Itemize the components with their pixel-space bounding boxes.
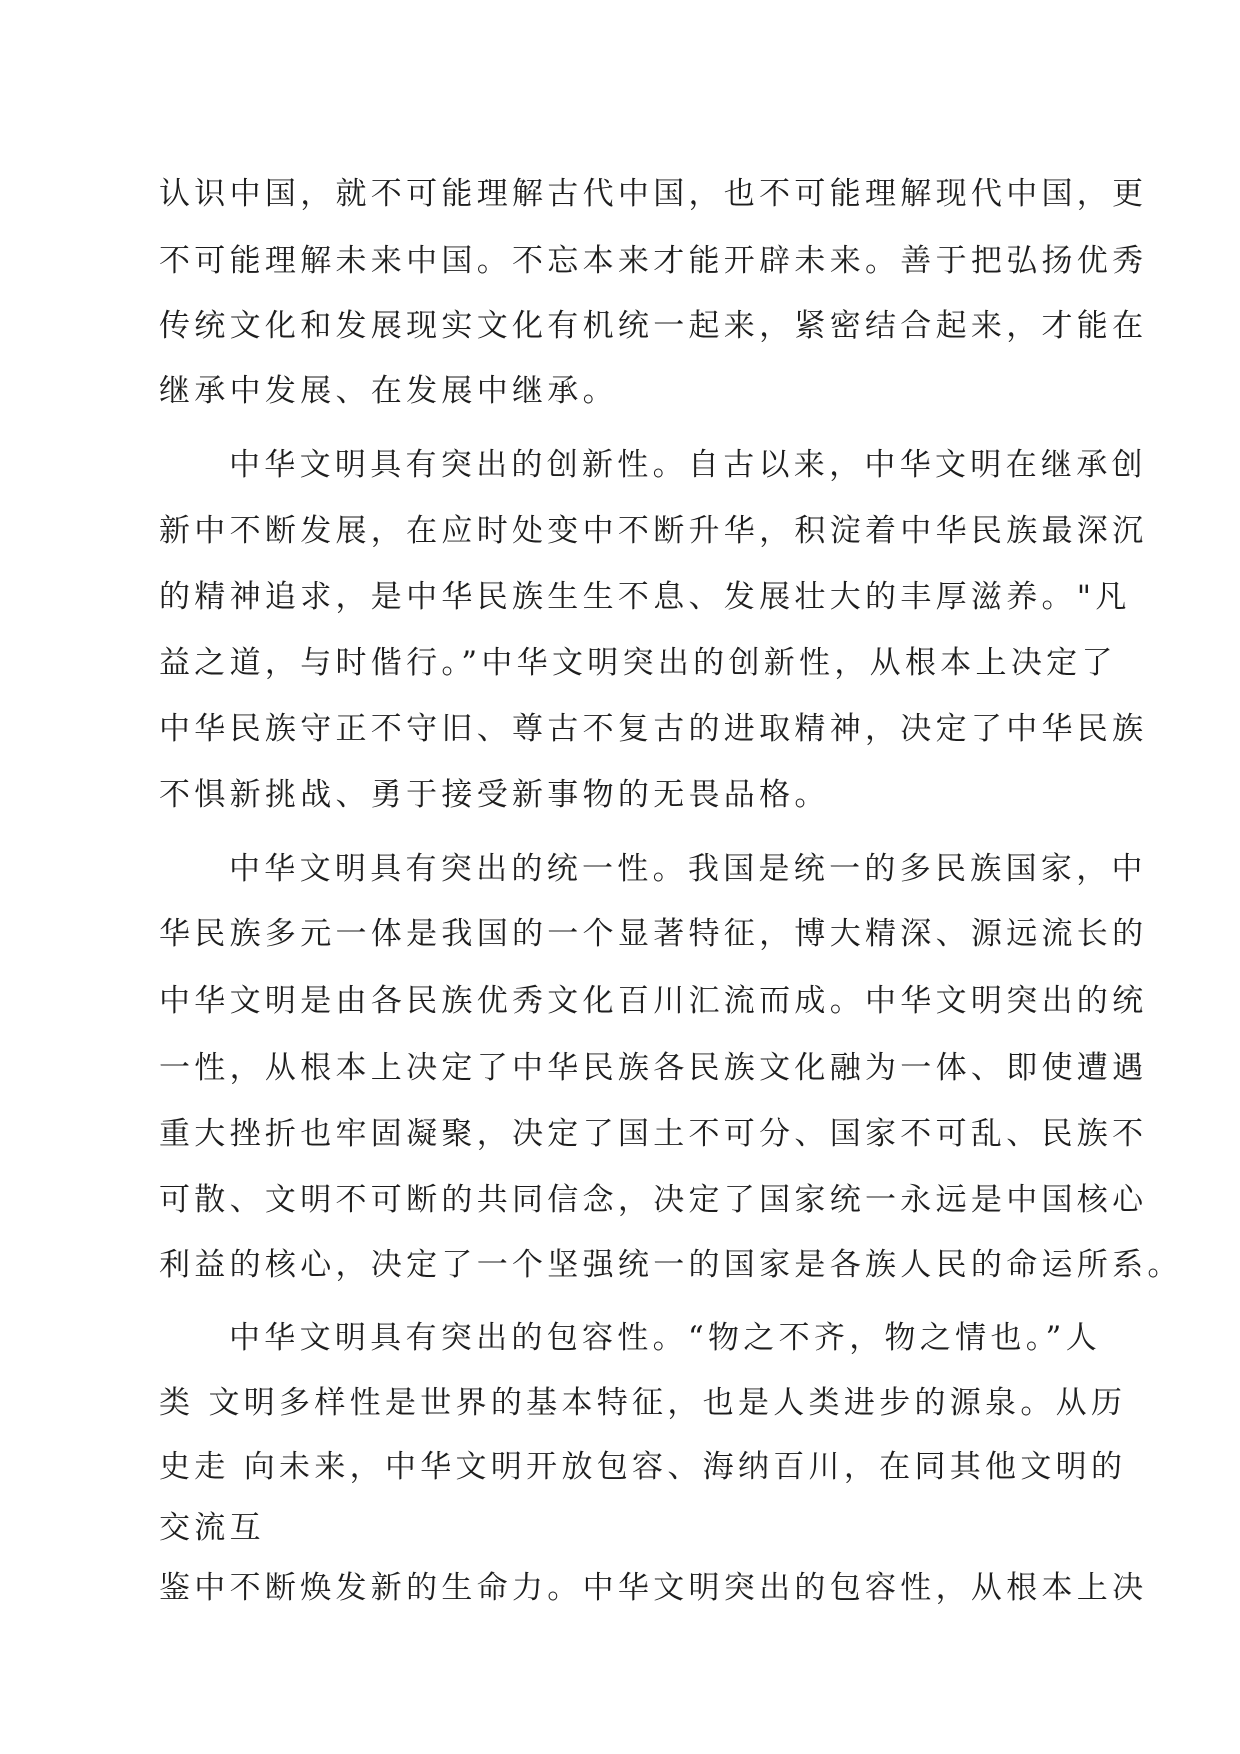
text-line: 的精神追求，是中华民族生生不息、发展壮大的丰厚滋养。"凡 [159, 579, 1131, 615]
text-line: 不惧新挑战、勇于接受新事物的无畏品格。 [159, 777, 830, 813]
paragraph-first-line: 中华文明具有突出的创新性。自古以来，中华文明在继承创 [229, 447, 1147, 483]
text-line: 传统文化和发展现实文化有机统一起来，紧密结合起来，才能在 [159, 308, 1148, 344]
text-line: 不可能理解未来中国。不忘本来才能开辟未来。善于把弘扬优秀 [159, 243, 1148, 279]
text-line: 一性，从根本上决定了中华民族各民族文化融为一体、即使遭遇 [159, 1050, 1148, 1086]
text-line: 交流互 [159, 1510, 265, 1546]
text-line: 中华民族守正不守旧、尊古不复古的进取精神，决定了中华民族 [159, 711, 1148, 747]
text-line: 利益的核心，决定了一个坚强统一的国家是各族人民的命运所系。 [159, 1247, 1183, 1283]
text-line: 华民族多元一体是我国的一个显著特征，博大精深、源远流长的 [159, 916, 1148, 952]
paragraph-first-line: 中华文明具有突出的统一性。我国是统一的多民族国家，中 [229, 851, 1147, 887]
text-line: 益之道，与时偕行。”中华文明突出的创新性，从根本上决定了 [159, 645, 1117, 681]
text-line: 鉴中不断焕发新的生命力。中华文明突出的包容性，从根本上决 [159, 1570, 1148, 1606]
paragraph-first-line: 中华文明具有突出的包容性。“物之不齐，物之情也。”人 [229, 1320, 1101, 1356]
text-line: 史走 向未来，中华文明开放包容、海纳百川，在同其他文明的 [159, 1449, 1127, 1485]
text-line: 重大挫折也牢固凝聚，决定了国土不可分、国家不可乱、民族不 [159, 1116, 1148, 1152]
text-line: 可散、文明不可断的共同信念，决定了国家统一永远是中国核心 [159, 1182, 1148, 1218]
text-line: 新中不断发展，在应时处变中不断升华，积淀着中华民族最深沉 [159, 513, 1148, 549]
text-line: 继承中发展、在发展中继承。 [159, 373, 618, 409]
text-line: 认识中国，就不可能理解古代中国，也不可能理解现代中国，更 [159, 176, 1148, 212]
text-line: 类 文明多样性是世界的基本特征，也是人类进步的源泉。从历 [159, 1385, 1127, 1421]
text-line: 中华文明是由各民族优秀文化百川汇流而成。中华文明突出的统 [159, 983, 1148, 1019]
